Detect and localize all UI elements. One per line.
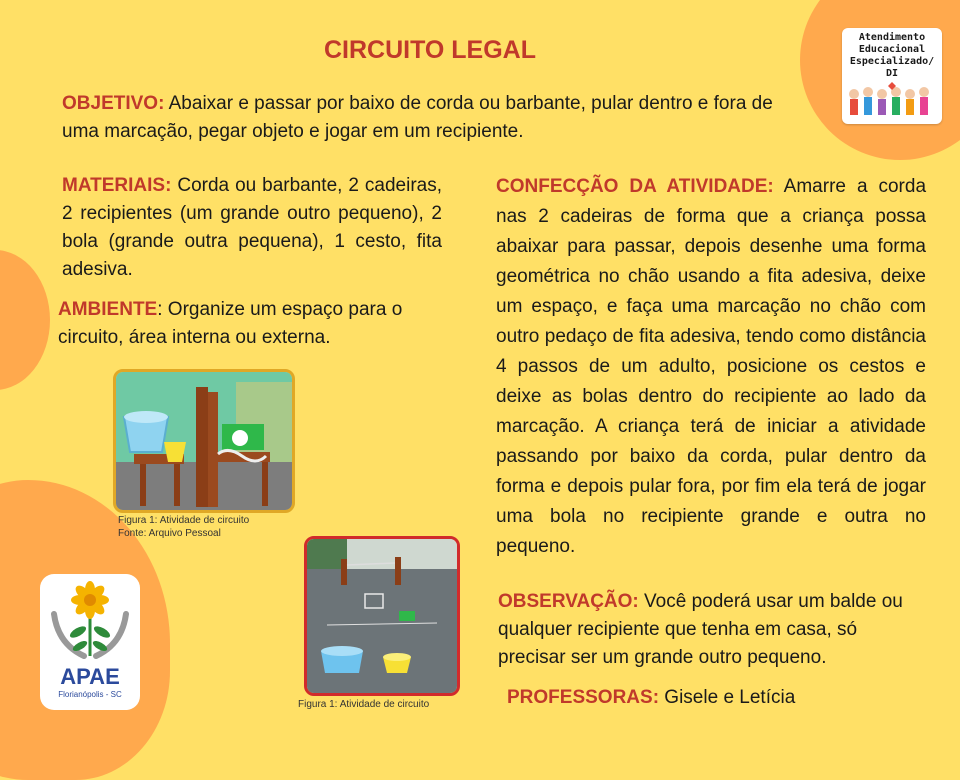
professoras-section <box>507 684 795 712</box>
materiais-section <box>62 172 442 284</box>
page-title: CIRCUITO LEGAL <box>323 36 537 64</box>
objetivo-text: Abaixar e passar por baixo de corda ou barbante, pular dentro e fora de uma marcação, pegar objeto e jogar em um recipiente. <box>62 93 773 142</box>
decorative-blob-left <box>0 250 50 390</box>
professoras-label: PROFESSORAS: <box>507 687 660 708</box>
activity-photo-2 <box>304 536 460 696</box>
aee-logo-line1: Atendimento <box>858 32 926 43</box>
figure-1-caption <box>118 514 249 540</box>
figure-2-caption: Figura 1: Atividade de circuito <box>298 699 430 710</box>
figure-1-caption-line2: Fonte: Arquivo Pessoal <box>118 528 221 539</box>
professoras-text: Gisele e Letícia <box>659 687 796 708</box>
apae-city: Florianópolis - SC <box>58 690 122 699</box>
observacao-text: Você poderá usar um balde ou qualquer recipiente que tenha em casa, só precisar ser um grande outro pequeno. <box>498 591 903 668</box>
apae-name: APAE <box>60 664 120 689</box>
aee-logo-line3: Especializado/ DI <box>849 56 935 79</box>
ambiente-text: : Organize um espaço para o circuito, área interna ou externa. <box>58 299 403 348</box>
ambiente-section <box>58 296 443 352</box>
materiais-text: Corda ou barbante, 2 cadeiras, 2 recipientes (um grande outro pequeno), 2 bola (grande outra pequena), 1 cesto, fita adesiva. <box>62 175 442 280</box>
apae-flower-hands-icon <box>40 574 140 664</box>
materiais-label: MATERIAIS: <box>62 175 172 196</box>
apae-logo <box>40 574 140 710</box>
confeccao-label: CONFECÇÃO DA ATIVIDADE: <box>496 176 774 197</box>
observacao-label: OBSERVAÇÃO: <box>498 591 639 612</box>
confeccao-section <box>496 172 926 562</box>
ambiente-label: AMBIENTE <box>58 299 158 320</box>
observacao-section <box>498 588 928 672</box>
aee-logo <box>842 28 942 124</box>
objetivo-label: OBJETIVO: <box>62 93 165 114</box>
activity-photo-1 <box>113 369 295 513</box>
aee-logo-line2: Educacional <box>858 44 926 55</box>
confeccao-text: Amarre a corda nas 2 cadeiras de forma que a criança possa abaixar para passar, depois desenhe uma forma geométrica no chão usando a fita adesiva, deixe um espaço, e faça uma marcação no chão com outro pedaço de fita adesiva, tendo como distância 4 passos de um adulto, posicione os cestos e deixe as bolas dentro do recipiente ao lado da marcação. A criança terá de iniciar a atividade passando por baixo da corda, pular dentro da forma e depois pular fora, por fim ela terá de jogar uma bola no recipiente grande e outra no pequeno. <box>496 176 927 557</box>
objetivo-section <box>62 90 782 146</box>
figure-1-caption-line1: Figura 1: Atividade de circuito <box>118 515 250 526</box>
children-illustration-icon <box>844 80 940 130</box>
